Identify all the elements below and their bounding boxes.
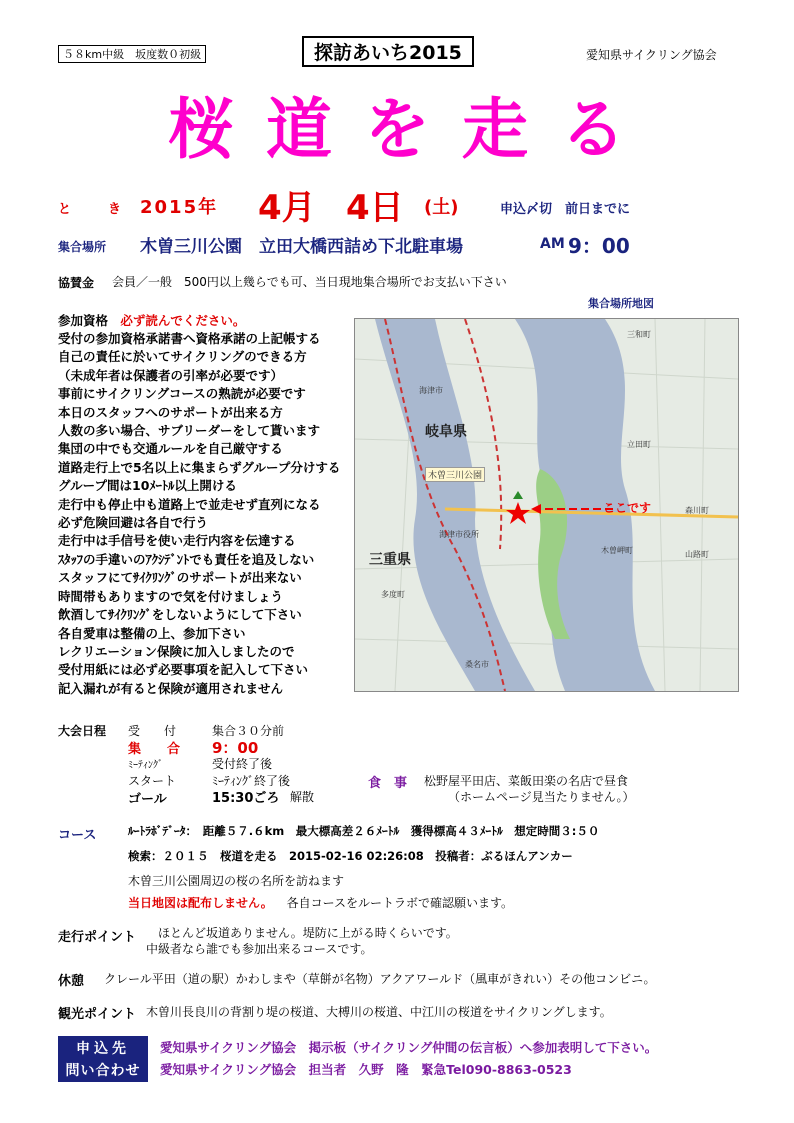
contact-label: 問い合わせ bbox=[58, 1058, 148, 1082]
course-line3: 木曽三川公園周辺の桜の名所を訪ねます bbox=[128, 874, 345, 888]
deadline: 申込〆切 前日までに bbox=[500, 202, 631, 217]
start-label: スタート bbox=[128, 774, 177, 788]
list-item: 飲酒してｻｲｸﾘﾝｸﾞをしないようにして下さい bbox=[58, 607, 302, 623]
map-label-kisosaki: 木曽岬町 bbox=[601, 546, 633, 555]
date-year: 2015年 bbox=[140, 197, 219, 218]
map-label-kaizu-office: 海津市役所 bbox=[439, 530, 479, 539]
apply-label: 申込先 bbox=[58, 1036, 148, 1060]
meeting-step-value: 受付終了後 bbox=[212, 757, 273, 771]
meeting-map[interactable] bbox=[354, 318, 739, 692]
meeting-step-label: ﾐｰﾃｨﾝｸﾞ bbox=[128, 760, 163, 771]
list-item: 走行中は手信号を使い走行内容を伝達する bbox=[58, 533, 296, 549]
assembly-value: 9：00 bbox=[212, 739, 259, 757]
list-item: 自己の責任に於いてサイクリングのできる方 bbox=[58, 349, 307, 365]
points-label: 走行ポイント bbox=[58, 930, 137, 945]
apply-text: 愛知県サイクリング協会 掲示板（サイクリング仲間の伝言板）へ参加表明して下さい。 bbox=[160, 1040, 658, 1055]
meal-label: 食 事 bbox=[368, 776, 408, 791]
rest-label: 休憩 bbox=[58, 974, 85, 989]
list-item: スタッフにてｻｲｸﾘﾝｸﾞのサポートが出来ない bbox=[58, 570, 302, 586]
points-text1: ほとんど坂道ありません。堤防に上がる時くらいです。 bbox=[158, 926, 458, 940]
course-label: コース bbox=[58, 828, 97, 843]
map-label-kuwana: 桑名市 bbox=[465, 660, 489, 669]
meal-note: （ホームページ見当たりません。） bbox=[448, 790, 635, 804]
list-item: 走行中も停止中も道路上で並走せず直列になる bbox=[58, 496, 321, 512]
map-label-tado: 多度町 bbox=[381, 590, 405, 599]
list-item: ｽﾀｯﾌの手違いのｱｸｼﾃﾞﾝﾄでも責任を追及しない bbox=[58, 551, 315, 567]
qualification-heading bbox=[58, 312, 245, 330]
qualification-list bbox=[58, 330, 340, 698]
goal-label: ゴール bbox=[128, 792, 167, 807]
list-item: グループ間は10ﾒｰﾄﾙ以上開ける bbox=[58, 478, 237, 494]
map-label-kaizu: 海津市 bbox=[419, 386, 443, 395]
assembly-label: 集 合 bbox=[128, 742, 181, 757]
sightseeing-label: 観光ポイント bbox=[58, 1007, 137, 1022]
rest-text: クレール平田（道の駅）かわしまや（草餅が名物）アクアワールド（風車がきれい）その他コンビニ。 bbox=[104, 972, 656, 986]
list-item: 道路走行上で5名以上に集まらずグループ分けする bbox=[58, 459, 341, 475]
list-item: 必ず危険回避は各自で行う bbox=[58, 515, 209, 531]
date-month: 4月 bbox=[258, 188, 316, 228]
qualification-label: 参加資格 bbox=[58, 313, 109, 328]
meeting-label: 集合場所 bbox=[58, 240, 107, 254]
series-title: 探訪あいち2015 bbox=[302, 36, 474, 67]
meeting-time: 9：00 bbox=[568, 234, 630, 258]
list-item: レクリエーション保険に加入しましたので bbox=[58, 643, 295, 659]
map-label-yamaji: 山路町 bbox=[685, 550, 709, 559]
meal-text: 松野屋平田店、菜飯田楽の名店で昼食 bbox=[424, 774, 629, 788]
sightseeing-text: 木曽川長良川の背割り堤の桜道、大榑川の桜道、中江川の桜道をサイクリングします。 bbox=[146, 1005, 612, 1019]
fee-label: 協賛金 bbox=[58, 276, 95, 290]
must-read: 必ず読んでください。 bbox=[120, 313, 246, 328]
map-graphic bbox=[355, 319, 738, 691]
no-map-notice: 当日地図は配布しません。 bbox=[128, 896, 273, 910]
start-value: ﾐｰﾃｨﾝｸﾞ終了後 bbox=[212, 774, 291, 788]
map-label-here: ここです bbox=[603, 501, 652, 515]
organizer: 愛知県サイクリング協会 bbox=[586, 48, 717, 62]
list-item: （未成年者は保護者の引率が必要です） bbox=[58, 367, 284, 383]
list-item: 集団の中でも交通ルールを自己厳守する bbox=[58, 441, 283, 457]
page-title: 桜道を走る bbox=[168, 91, 658, 168]
course-line4-rest: 各自コースをルートラボで確認願います。 bbox=[286, 896, 514, 910]
list-item: 事前にサイクリングコースの熟読が必要です bbox=[58, 386, 306, 402]
map-label-sanwa: 三和町 bbox=[627, 330, 651, 339]
list-item: 受付の参加資格承諾書へ資格承諾の上記帳する bbox=[58, 331, 321, 346]
map-caption: 集合場所地図 bbox=[588, 297, 654, 310]
level-badge: ５８km中級 坂度数０初級 bbox=[58, 45, 206, 63]
points-text2: 中級者なら誰でも参加出来るコースです。 bbox=[146, 942, 373, 956]
fee-text: 会員／一般 500円以上幾らでも可、当日現地集合場所でお支払い下さい bbox=[112, 275, 507, 289]
list-item: 時間帯もありますので気を付けましょう bbox=[58, 588, 284, 604]
map-label-park: 木曽三川公園 bbox=[425, 467, 485, 482]
date-day: 4日 bbox=[346, 188, 404, 228]
list-item: 各自愛車は整備の上、参加下さい bbox=[58, 625, 246, 641]
list-item: 記入漏れが有ると保険が適用されません bbox=[58, 680, 284, 696]
reception-label: 受 付 bbox=[128, 724, 177, 738]
list-item: 受付用紙には必ず必要事項を記入して下さい bbox=[58, 662, 309, 678]
contact-text: 愛知県サイクリング協会 担当者 久野 隆 緊急Tel090-8863-0523 bbox=[160, 1062, 572, 1077]
map-label-morikawa: 森川町 bbox=[685, 506, 709, 515]
meeting-place: 木曽三川公園 立田大橋西詰め下北駐車場 bbox=[140, 237, 463, 257]
map-label-mie: 三重県 bbox=[369, 552, 411, 568]
list-item: 人数の多い場合、サブリーダーをして貰います bbox=[58, 423, 321, 439]
date-weekday: (土) bbox=[424, 197, 459, 218]
course-line2: 検索：２０１５ 桜道を走る 2015-02-16 02:26:08 投稿者：ぶるほんアンカー bbox=[128, 849, 573, 863]
map-label-tatsuta: 立田町 bbox=[627, 440, 651, 449]
goal-value: 15:30ごろ bbox=[212, 791, 280, 806]
course-line4 bbox=[128, 894, 513, 911]
course-line1: ﾙｰﾄﾗﾎﾞﾃﾞｰﾀ： 距離５７.６km 最大標高差２６ﾒｰﾄﾙ 獲得標高４３ﾒｰﾄﾙ 想定時間３:５０ bbox=[128, 824, 600, 838]
list-item: 本日のスタッフへのサポートが出来る方 bbox=[58, 404, 283, 420]
map-label-gifu: 岐阜県 bbox=[425, 424, 467, 440]
goal-suffix: 解散 bbox=[290, 790, 315, 804]
meeting-am: AM bbox=[540, 236, 565, 252]
reception-value: 集合３０分前 bbox=[212, 724, 285, 738]
schedule-label: 大会日程 bbox=[58, 724, 107, 738]
date-label: と き bbox=[58, 202, 134, 217]
